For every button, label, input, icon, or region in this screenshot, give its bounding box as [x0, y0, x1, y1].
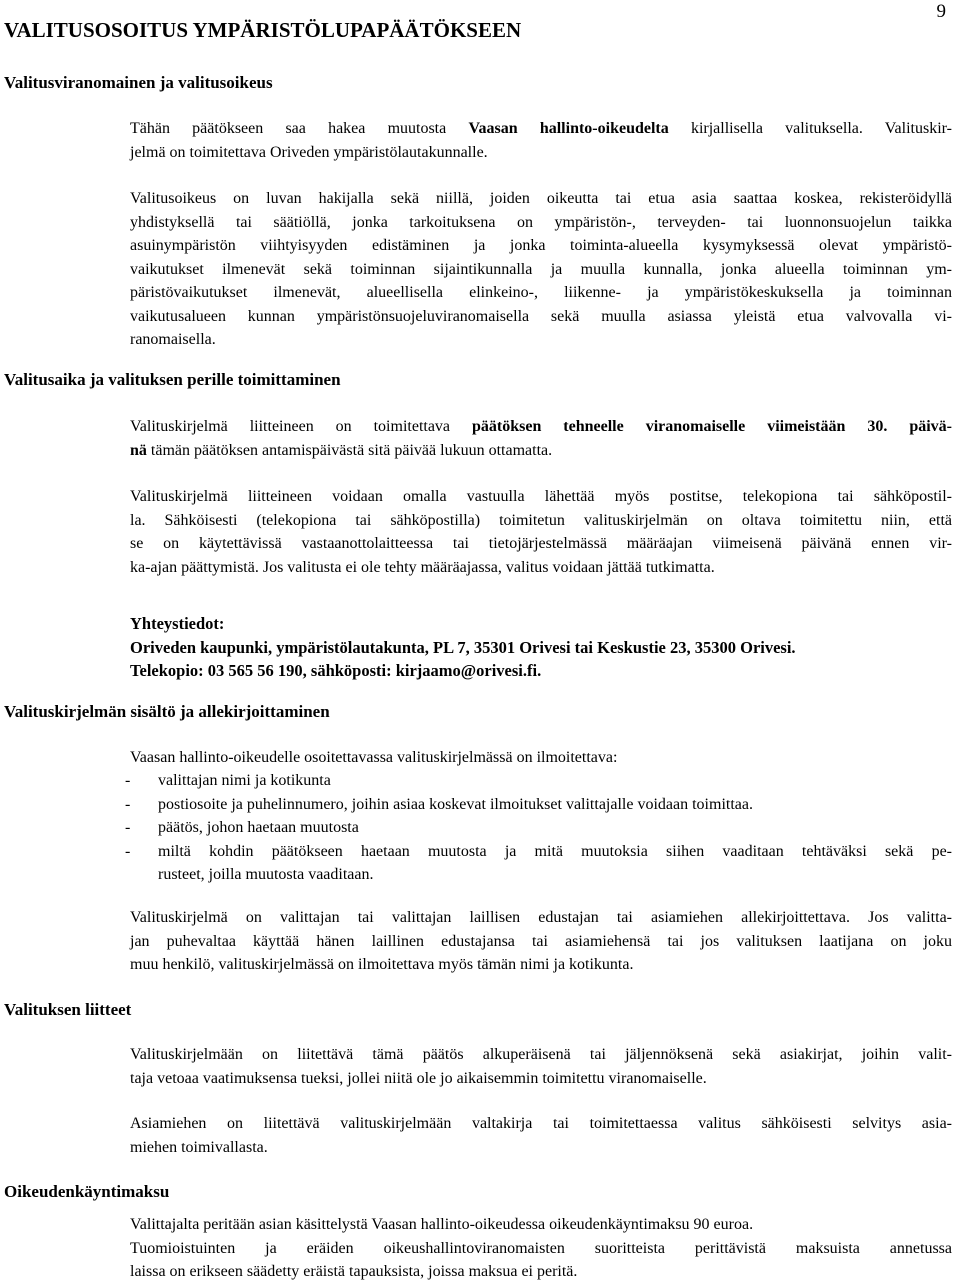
paragraph-maksu [130, 1213, 952, 1284]
paragraph-liitteet [130, 1043, 952, 1090]
paragraph-line: nä tämän päätöksen antamispäivästä sitä päivää lukuun ottamatta. [130, 441, 553, 459]
paragraph-line: Valituskirjelmä liitteineen on toimitettava päätöksen tehneelle viranomaiselle viimeistään 30. päivä- [130, 418, 953, 435]
paragraph-line: ranomaisella. [130, 331, 216, 348]
paragraph-line: ka-ajan päättymistä. Jos valitusta ei ole tehty määräajassa, valitus voidaan jättää tutkimatta. [130, 558, 715, 576]
list-item: - valittajan nimi ja kotikunta [125, 772, 331, 789]
paragraph-line: asuinympäristön viihtyisyyden edistäminen ja jonka toiminta-alueella kysymyksessä olevat ympäristö- [130, 237, 952, 254]
paragraph-line: vaikutusalueen kunnan ympäristönsuojeluviranomaisella sekä muulla asiassa yleistä etua valvovalla vi- [130, 307, 952, 325]
contact-block [130, 612, 952, 683]
list-item: - päätös, johon haetaan muutosta [125, 819, 359, 836]
paragraph-line: Tähän päätökseen saa hakea muutosta Vaasan hallinto-oikeudelta kirjallisella valituksella. Valituskir- [130, 120, 953, 137]
paragraph-line: Tuomioistuinten ja eräiden oikeushallintoviranomaisten suoritteista perittävistä maksuista annetussa [130, 1239, 952, 1257]
heading-valituksen-liitteet: Valituksen liitteet [4, 1000, 132, 1019]
paragraph-line: laissa on erikseen säädetty eräistä tapauksista, joissa maksua ei peritä. [130, 1263, 578, 1280]
paragraph-line: Valittajalta peritään asian käsittelystä Vaasan hallinto-oikeudessa oikeudenkäyntimaksu 90 euroa. [130, 1216, 754, 1233]
paragraph-line: Valituskirjelmä liitteineen voidaan omalla vastuulla lähettää myös postitse, telekopiona tai sähköpostil- [130, 488, 952, 505]
paragraph-allekirjoitus [130, 906, 952, 977]
paragraph-line: la. Sähköisesti (telekopiona tai sähköpostilla) toimitetun valituskirjelmän on oltava toimitettu niin, että [130, 511, 952, 529]
paragraph-line: Vaasan hallinto-oikeudelle osoitettavassa valituskirjelmässä on ilmoitettava: [130, 749, 618, 766]
heading-valitusviranomainen: Valitusviranomainen ja valitusoikeus [4, 73, 273, 92]
paragraph-line: se on käytettävissä vastaanottolaitteessa tai tietojärjestelmässä määräajan viimeisenä päivänä ennen vir- [130, 535, 952, 552]
paragraph-line: päristövaikutukset ilmenevät, alueellisella elinkeino-, liikenne- ja ympäristökeskuksella ja toiminnan [130, 284, 952, 301]
paragraph-line: Valituskirjelmä on valittajan tai valittajan laillisen edustajan tai asiamiehen allekirjoittettava. Jos valitta- [130, 909, 952, 926]
paragraph-lahettaminen [130, 485, 952, 579]
paragraph-line: jelmä on toimitettava Oriveden ympäristölautakunnalle. [130, 143, 488, 161]
paragraph-line: yhdistyksellä tai säätiöllä, jonka tarkoituksena on ympäristön-, terveyden- tai luonnonsuojelun taikka [130, 213, 952, 231]
list-item: - miltä kohdin päätökseen haetaan muutosta ja mitä muutoksia siihen vaaditaan tehtäväksi sekä pe- rusteet, joilla muutosta vaaditaan. [125, 842, 952, 883]
paragraph-line: Valituskirjelmään on liitettävä tämä päätös alkuperäisenä tai jäljennöksenä sekä asiakirjat, joihin valit- [130, 1046, 952, 1063]
paragraph-muutoksenhaku [130, 117, 952, 164]
heading-oikeudenkayntimaksu: Oikeudenkäyntimaksu [4, 1182, 170, 1201]
paragraph-line: muu henkilö, valituskirjelmässä on ilmoitettava myös tämän nimi ja kotikunta. [130, 956, 634, 973]
paragraph-valitusoikeus [130, 187, 952, 352]
page-number: 9 [936, 1, 946, 22]
heading-valitusaika: Valitusaika ja valituksen perille toimittaminen [4, 370, 341, 389]
heading-valituskirjelman-sisalto: Valituskirjelmän sisältö ja allekirjoittaminen [4, 702, 330, 721]
paragraph-valtakirja [130, 1112, 952, 1159]
contact-telefax-email: Telekopio: 03 565 56 190, sähköposti: kirjaamo@orivesi.fi. [130, 661, 542, 680]
paragraph-maaraaika [130, 415, 952, 462]
paragraph-line: jan puhevaltaa käyttää hänen laillinen edustajansa tai asiamiehensä tai jos valituksen laatijana on joku [130, 932, 952, 950]
paragraph-sisalto-intro [130, 746, 952, 770]
contact-address: Oriveden kaupunki, ympäristölautakunta, PL 7, 35301 Orivesi tai Keskustie 23, 35300 Orivesi. [130, 637, 796, 657]
paragraph-line: taja vetoaa vaatimuksensa tueksi, jollei niitä ole jo aikaisemmin toimitettu viranomaiselle. [130, 1069, 707, 1087]
paragraph-line: Valitusoikeus on luvan hakijalla sekä niillä, joiden oikeutta tai etua asia saattaa koskea, rekisteröidyllä [130, 190, 952, 207]
paragraph-line: Asiamiehen on liitettävä valituskirjelmään valtakirja tai toimitettaessa valitus sähköisesti selvitys asia- [130, 1115, 952, 1132]
contact-label: Yhteystiedot: [130, 614, 225, 633]
paragraph-line: miehen toimivallasta. [130, 1138, 268, 1156]
list-item: - postiosoite ja puhelinnumero, joihin asiaa koskevat ilmoitukset valittajalle voidaan toimittaa. [125, 795, 753, 813]
page-title: VALITUSOSOITUS YMPÄRISTÖLUPAPÄÄTÖKSEEN [4, 18, 522, 42]
requirements-list [125, 769, 952, 887]
paragraph-line: vaikutukset ilmenevät sekä toiminnan sijaintikunnalla ja muulla kunnalla, jonka alueella toiminnan ym- [130, 260, 952, 278]
